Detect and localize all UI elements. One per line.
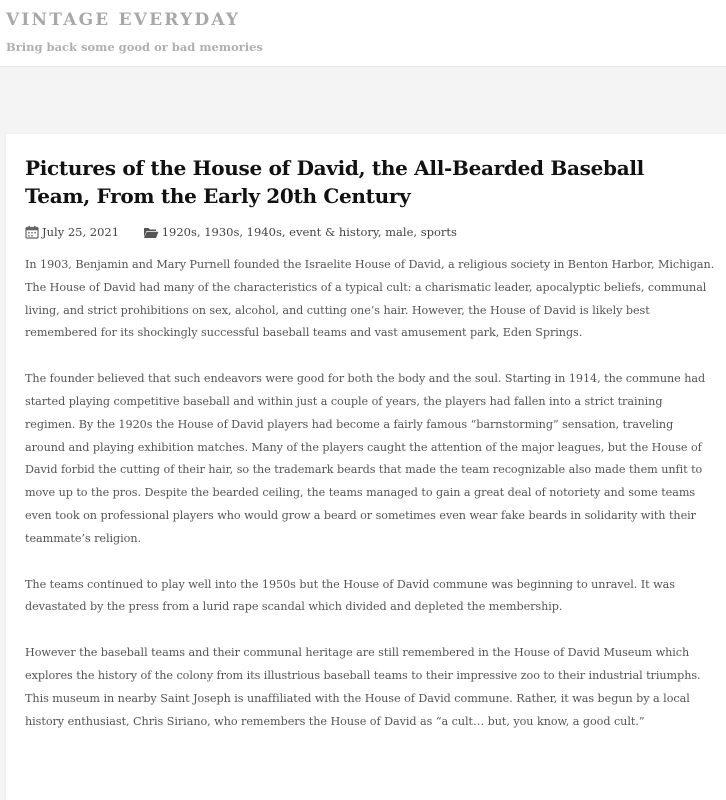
- paragraph: The founder believed that such endeavors were good for both the body and the soul. Starting in 1914, the commune had started playing competitive baseball and within just a couple of years, the players had fallen into a strict training regimen. By the 1920s the House of David players had become a fairly famous “barnstorming” sensation, traveling around and playing exhibition matches. Many of the players caught the attention of the major leagues, but the House of David forbid the cutting of their hair, so the trademark beards that made the team recognizable also made them unfit to move up to the pros. Despite the bearded ceiling, the teams managed to gain a great deal of notoriety and some teams even took on professional players who would grow a beard or sometimes even wear fake beards in solidarity with their teammate’s religion.: [25, 372, 706, 545]
- paragraph: In 1903, Benjamin and Mary Purnell founded the Israelite House of David, a religious society in Benton Harbor, Michigan. The House of David had many of the characteristics of a typical cult: a charismatic leader, apocalyptic beliefs, communal living, and strict prohibitions on sex, alcohol, and cutting one’s hair. However, the House of David is likely best remembered for its shockingly successful baseball teams and vast amusement park, Eden Springs.: [25, 258, 715, 340]
- site-header: [0, 0, 726, 67]
- paragraph: The teams continued to play well into the 1950s but the House of David commune was beginning to unravel. It was devastated by the press from a lurid rape scandal which divided and depleted the membership.: [25, 577, 675, 614]
- folder-icon: [143, 226, 159, 244]
- site-title[interactable]: VINTAGE EVERYDAY: [6, 10, 241, 30]
- post-date[interactable]: July 25, 2021: [42, 225, 120, 239]
- calendar-icon: [25, 225, 39, 244]
- article-title: Pictures of the House of David, the All-Bearded Baseball Team, From the Early 20th Century: [25, 156, 644, 208]
- article-body: [25, 254, 715, 756]
- site-tagline: Bring back some good or bad memories: [6, 40, 263, 54]
- article: [6, 134, 726, 800]
- post-meta: [25, 223, 457, 241]
- post-categories[interactable]: 1920s, 1930s, 1940s, event & history, male, sports: [161, 225, 457, 239]
- paragraph: However the baseball teams and their communal heritage are still remembered in the House of David Museum which explores the history of the colony from its illustrious baseball teams to their impressive zoo to their industrial triumphs. This museum in nearby Saint Joseph is unaffiliated with the House of David commune. Rather, it was begun by a local history enthusiast, Chris Siriano, who remembers the House of David as “a cult… but, you know, a good cult.”: [25, 646, 701, 728]
